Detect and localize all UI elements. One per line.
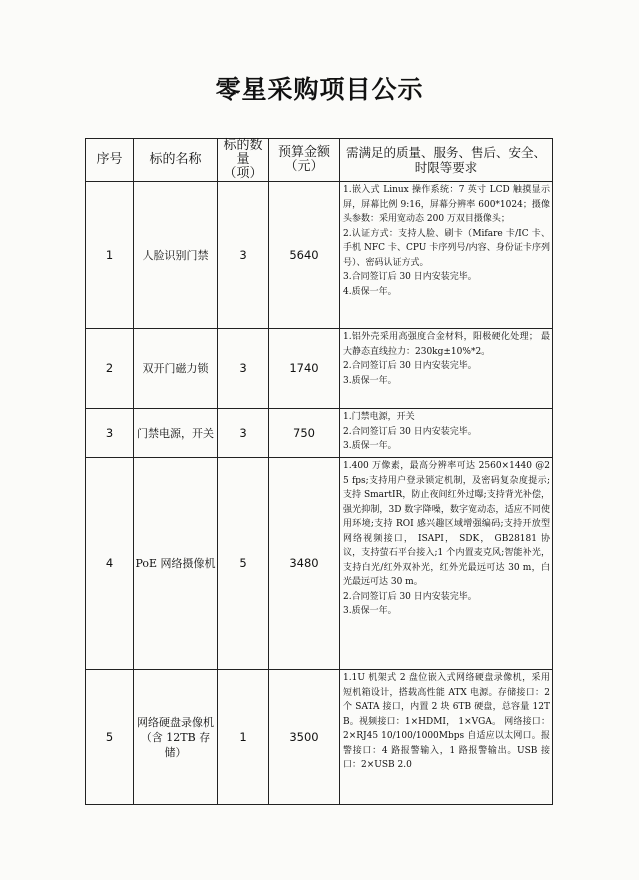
table-row: [86, 458, 553, 670]
row-quantity: 3: [218, 329, 269, 409]
header-quantity: 标的数量 （项）: [218, 139, 269, 182]
table-row: [86, 329, 553, 409]
requirement-line: 4.质保一年。: [343, 286, 397, 297]
header-index: 序号: [86, 139, 134, 182]
row-index: 4: [86, 458, 134, 670]
row-item-name: 人脸识别门禁: [134, 182, 218, 329]
header-requirements: 需满足的质量、服务、售后、安全、 时限等要求: [340, 139, 553, 182]
row-requirements: [340, 409, 553, 458]
row-requirements: [340, 329, 553, 409]
row-requirements: [340, 182, 553, 329]
row-item-name: 网络硬盘录像机（含 12TB 存储）: [134, 670, 218, 805]
row-budget: 1740: [269, 329, 340, 409]
row-budget: 3500: [269, 670, 340, 805]
row-item-name: 门禁电源，开关: [134, 409, 218, 458]
row-item-name: PoE 网络摄像机: [134, 458, 218, 670]
requirement-line: 1.嵌入式 Linux 操作系统：7 英寸 LCD 触摸显示屏，屏幕比例 9:16，屏幕分辨率 600*1024；摄像头参数：采用宽动态 200 万双目摄像头；: [343, 185, 550, 224]
requirement-line: 2.合同签订后 30 日内安装完毕。: [343, 361, 477, 371]
row-index: 3: [86, 409, 134, 458]
requirement-line: 1.铝外壳采用高强度合金材料，阳极硬化处理； 最大静态直线拉力：230kg±10%*2。: [343, 332, 550, 357]
requirement-line: 1.400 万像素，最高分辨率可达 2560×1440 @25 fps;支持用户登录锁定机制，及密码复杂度提示;支持 SmartIR，防止夜间红外过曝;支持背光补偿，强光抑制，3D 数字降噪，数字宽动态，适应不同使用环境;支持 ROI 感兴趣区域增强编码;支持开放型网络视频接口， ISAPI， SDK， GB28181 协议，支持萤石平台接入;1 个内置麦克风;智能补光，支持白光/红外双补光，红外光最远可达 30 m，白光最远可达 30 m。: [343, 461, 550, 587]
row-budget: 750: [269, 409, 340, 458]
row-requirements: [340, 458, 553, 670]
table-row: [86, 409, 553, 458]
table-header-row: [86, 139, 553, 182]
row-budget: 5640: [269, 182, 340, 329]
requirement-line: 3.质保一年。: [343, 441, 397, 451]
table-row: [86, 670, 553, 805]
row-quantity: 3: [218, 409, 269, 458]
requirement-line: 3.合同签订后 30 日内安装完毕。: [343, 272, 477, 282]
requirement-line: 3.质保一年。: [343, 606, 397, 616]
requirement-line: 1.1U 机架式 2 盘位嵌入式网络硬盘录像机，采用短机箱设计，搭载高性能 ATX 电源。存储接口：2 个 SATA 接口，内置 2 块 6TB 硬盘，总容量 12TB。视频接口：1×HDMI， 1×VGA。 网络接口： 2×RJ45 10/100/1000Mbps 自适应以太网口。报警接口：4 路报警输入，1 路报警输出。USB 接口：2×USB 2.0: [343, 673, 550, 770]
header-budget: 预算金额 （元）: [269, 139, 340, 182]
procurement-table: [85, 138, 553, 805]
row-quantity: 5: [218, 458, 269, 670]
row-index: 2: [86, 329, 134, 409]
requirement-line: 3.质保一年。: [343, 375, 397, 386]
table-row: [86, 182, 553, 329]
document-title: 零星采购项目公示: [215, 75, 424, 104]
row-requirements: [340, 670, 553, 805]
row-index: 1: [86, 182, 134, 329]
requirement-line: 2.合同签订后 30 日内安装完毕。: [343, 591, 477, 602]
row-item-name: 双开门磁力锁: [134, 329, 218, 409]
row-budget: 3480: [269, 458, 340, 670]
requirement-line: 1.门禁电源，开关: [343, 412, 415, 422]
row-quantity: 3: [218, 182, 269, 329]
requirement-line: 2.合同签订后 30 日内安装完毕。: [343, 426, 477, 437]
row-quantity: 1: [218, 670, 269, 805]
requirement-line: 2.认证方式：支持人脸、刷卡（Mifare 卡/IC 卡、手机 NFC 卡、CPU 卡序列号/内容、身份证卡序列号）、密码认证方式。: [343, 228, 550, 268]
row-index: 5: [86, 670, 134, 805]
header-item-name: 标的名称: [134, 139, 218, 182]
